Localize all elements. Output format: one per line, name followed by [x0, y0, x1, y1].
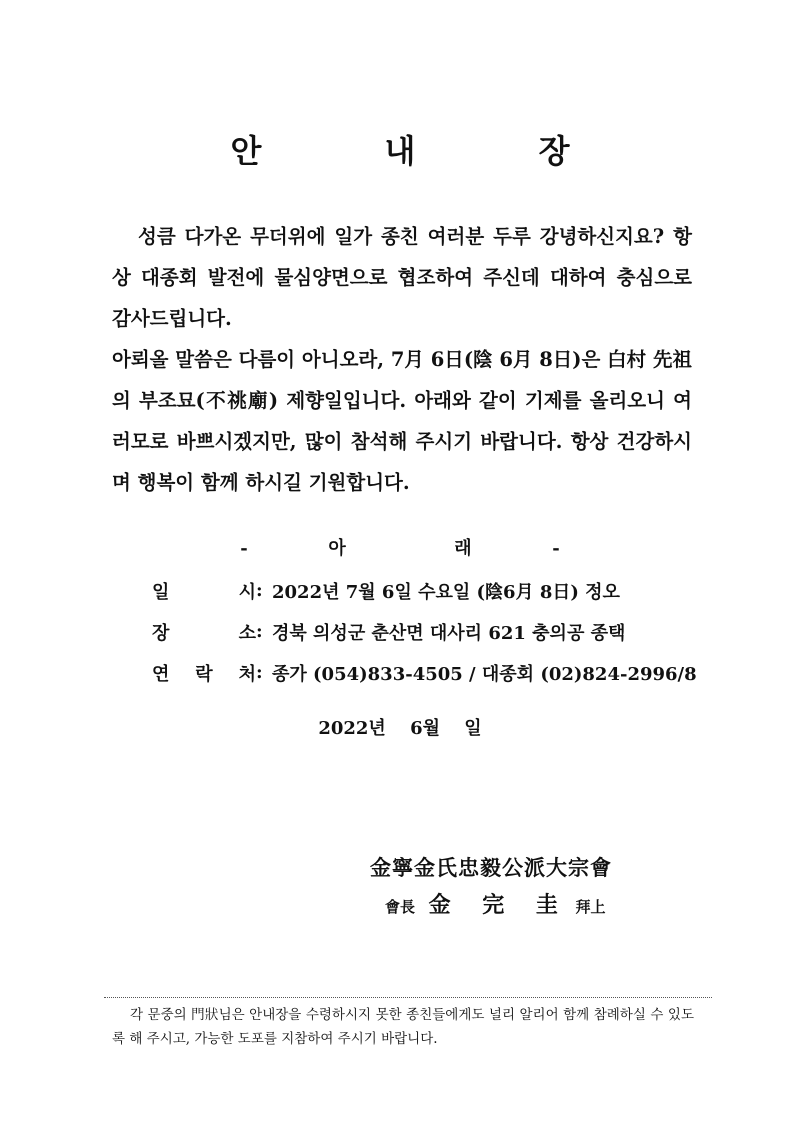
detail-colon: : — [256, 662, 263, 683]
detail-label-time: 일 시 — [152, 581, 256, 603]
notice-char-rae: 래 — [454, 538, 472, 559]
detail-colon: : — [256, 580, 263, 601]
notice-dash-right: - — [552, 538, 560, 559]
detail-label-contact: 연 락 처 — [152, 663, 256, 685]
detail-colon: : — [256, 621, 263, 642]
page-title: 안 내 장 — [230, 132, 626, 170]
detail-row-time — [152, 570, 712, 611]
signature-line — [385, 888, 645, 919]
body-paragraph-announcement: 아뢰올 말씀은 다름이 아니오라, 7月 6日(陰 6月 8日)은 白村 先祖의 부조묘(不祧廟) 제향일입니다. 아래와 같이 기제를 올리오니 여러모로 바쁘시겠지만, 많이 참석해 주시기 바랍니다. 항상 건강하시며 행복이 함께 하시길 기원합니다. — [112, 348, 692, 494]
detail-row-place — [152, 611, 712, 652]
notice-heading — [0, 534, 800, 560]
signature-name: 金 完 圭 — [428, 892, 570, 918]
detail-value-contact: 종가 (054)833-4505 / 대종회 (02)824-2996/8 — [272, 663, 697, 685]
notice-dash-left: - — [240, 538, 248, 559]
footnote-text: 각 문중의 門狀님은 안내장을 수령하시지 못한 종친들에게도 널리 알리어 함께 참례하실 수 있도록 해 주시고, 가능한 도포를 지참하여 주시기 바랍니다. — [112, 1007, 694, 1047]
organization-name: 金寧金氏忠毅公派大宗會 — [370, 855, 612, 880]
notice-char-a: 아 — [328, 538, 346, 559]
detail-value-place: 경북 의성군 춘산면 대사리 621 충의공 종택 — [272, 622, 626, 644]
signature-suffix: 拜上 — [575, 898, 606, 916]
detail-row-contact — [152, 652, 712, 693]
event-details — [152, 570, 712, 693]
letter-body — [112, 216, 692, 503]
issue-date: 2022년 6월 일 — [318, 718, 482, 739]
detail-value-time: 2022년 7월 6일 수요일 (陰6月 8日) 정오 — [272, 581, 620, 603]
detail-label-place: 장 소 — [152, 622, 256, 644]
signature-title: 會長 — [385, 898, 416, 916]
body-paragraph-greeting: 성큼 다가온 무더위에 일가 종친 여러분 두루 강녕하신지요? 항상 대종회 발전에 물심양면으로 협조하여 주신데 대하여 충심으로 감사드립니다. — [112, 225, 692, 330]
footnote-divider — [104, 997, 712, 998]
